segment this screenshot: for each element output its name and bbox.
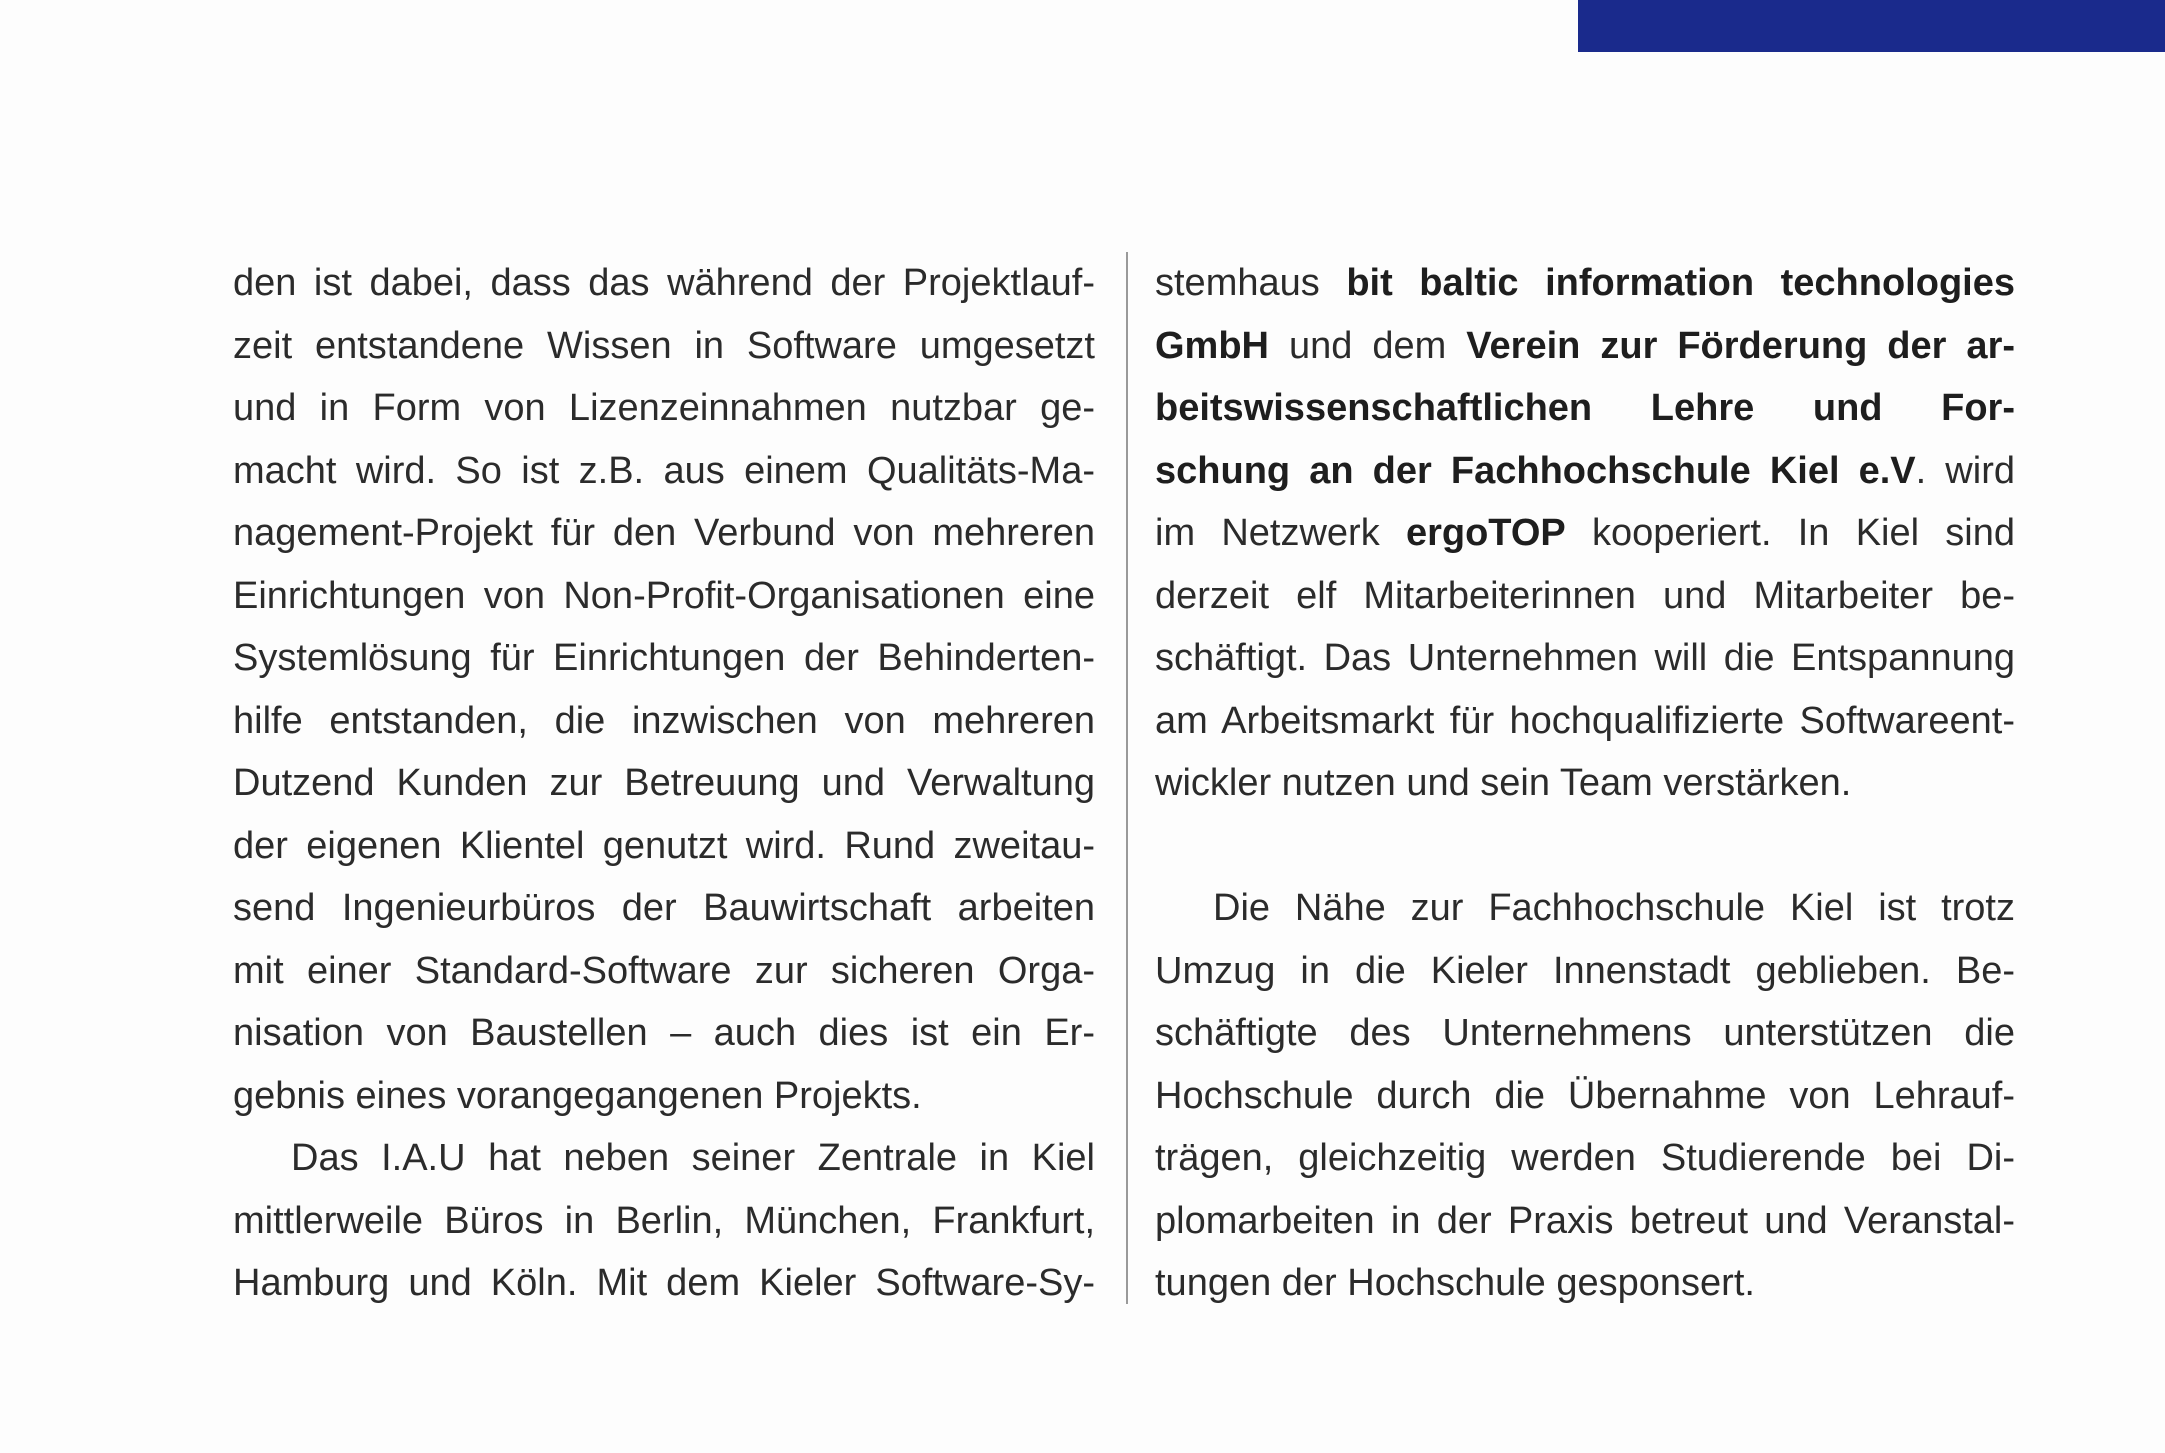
association-name: Verein zur Förderung der ar- <box>1466 324 2016 367</box>
text-line: nagement-Projekt für den Verbund von mehreren <box>233 512 1095 554</box>
text-line: Dutzend Kunden zur Betreuung und Verwaltung <box>233 762 1095 804</box>
text-line: mit einer Standard-Software zur sicheren Orga- <box>233 949 1095 992</box>
text-line: plomarbeiten in der Praxis betreut und Veranstal- <box>1155 1199 2015 1242</box>
text-line: derzeit elf Mitarbeiterinnen und Mitarbeiter be- <box>1155 574 2015 617</box>
text-line: schäftigt. Das Unternehmen will die Entspannung <box>1155 637 2015 679</box>
company-name: GmbH <box>1155 324 1269 367</box>
text-line: den ist dabei, dass das während der Projektlauf- <box>233 262 1095 304</box>
text-line <box>1155 252 2015 315</box>
text-line: wickler nutzen und sein Team verstärken. <box>1155 762 1852 804</box>
text-line: gebnis eines vorangegangenen Projekts. <box>233 1074 922 1117</box>
text-run: im Netzwerk <box>1155 512 1406 554</box>
text-line: Hamburg und Köln. Mit dem Kieler Software-Sy- <box>233 1262 1095 1304</box>
text-line: und in Form von Lizenzeinnahmen nutzbar ge- <box>233 387 1095 429</box>
text-run: und dem <box>1269 324 1467 367</box>
association-name: schung an der Fachhochschule Kiel e.V <box>1155 449 1916 492</box>
text-line: am Arbeitsmarkt für hochqualifizierte Softwareent- <box>1155 699 2015 742</box>
text-line: der eigenen Klientel genutzt wird. Rund zweitau- <box>233 824 1095 867</box>
text-line: Umzug in die Kieler Innenstadt geblieben. Be- <box>1155 949 2015 992</box>
text-run: . wird <box>1915 449 2015 492</box>
column-divider <box>1126 252 1128 1304</box>
text-line: nisation von Baustellen – auch dies ist ein Er- <box>233 1012 1095 1054</box>
text-line <box>1155 502 2015 565</box>
accent-bar <box>1578 0 2165 52</box>
text-line <box>1155 315 2015 378</box>
text-line <box>1155 440 2015 503</box>
association-name: beitswissenschaftlichen Lehre und For- <box>1155 387 2015 429</box>
text-line: hilfe entstanden, die inzwischen von mehreren <box>233 699 1095 742</box>
company-name: bit baltic information technologies <box>1346 262 2015 304</box>
text-line: Die Nähe zur Fachhochschule Kiel ist trotz <box>1213 887 2015 929</box>
text-line: zeit entstandene Wissen in Software umgesetzt <box>233 324 1095 367</box>
text-line: macht wird. So ist z.B. aus einem Qualitäts-Ma- <box>233 449 1095 492</box>
text-line: Das I.A.U hat neben seiner Zentrale in Kiel <box>291 1137 1095 1179</box>
text-line: mittlerweile Büros in Berlin, München, Frankfurt, <box>233 1199 1095 1242</box>
text-run: kooperiert. In Kiel sind <box>1565 512 2016 554</box>
text-run: stemhaus <box>1155 262 1347 304</box>
text-line: tungen der Hochschule gesponsert. <box>1155 1262 1755 1304</box>
text-line: Systemlösung für Einrichtungen der Behinderten- <box>233 637 1095 679</box>
right-text-column <box>1155 252 2015 1315</box>
network-name: ergoTOP <box>1405 512 1566 554</box>
text-line: send Ingenieurbüros der Bauwirtschaft arbeiten <box>233 887 1095 929</box>
text-line: Einrichtungen von Non-Profit-Organisationen eine <box>233 574 1095 617</box>
left-text-column <box>233 252 1095 1315</box>
text-line: schäftigte des Unternehmens unterstützen die <box>1155 1012 2015 1054</box>
text-line: trägen, gleichzeitig werden Studierende bei Di- <box>1155 1137 2015 1179</box>
text-line: Hochschule durch die Übernahme von Lehrauf- <box>1155 1074 2015 1117</box>
